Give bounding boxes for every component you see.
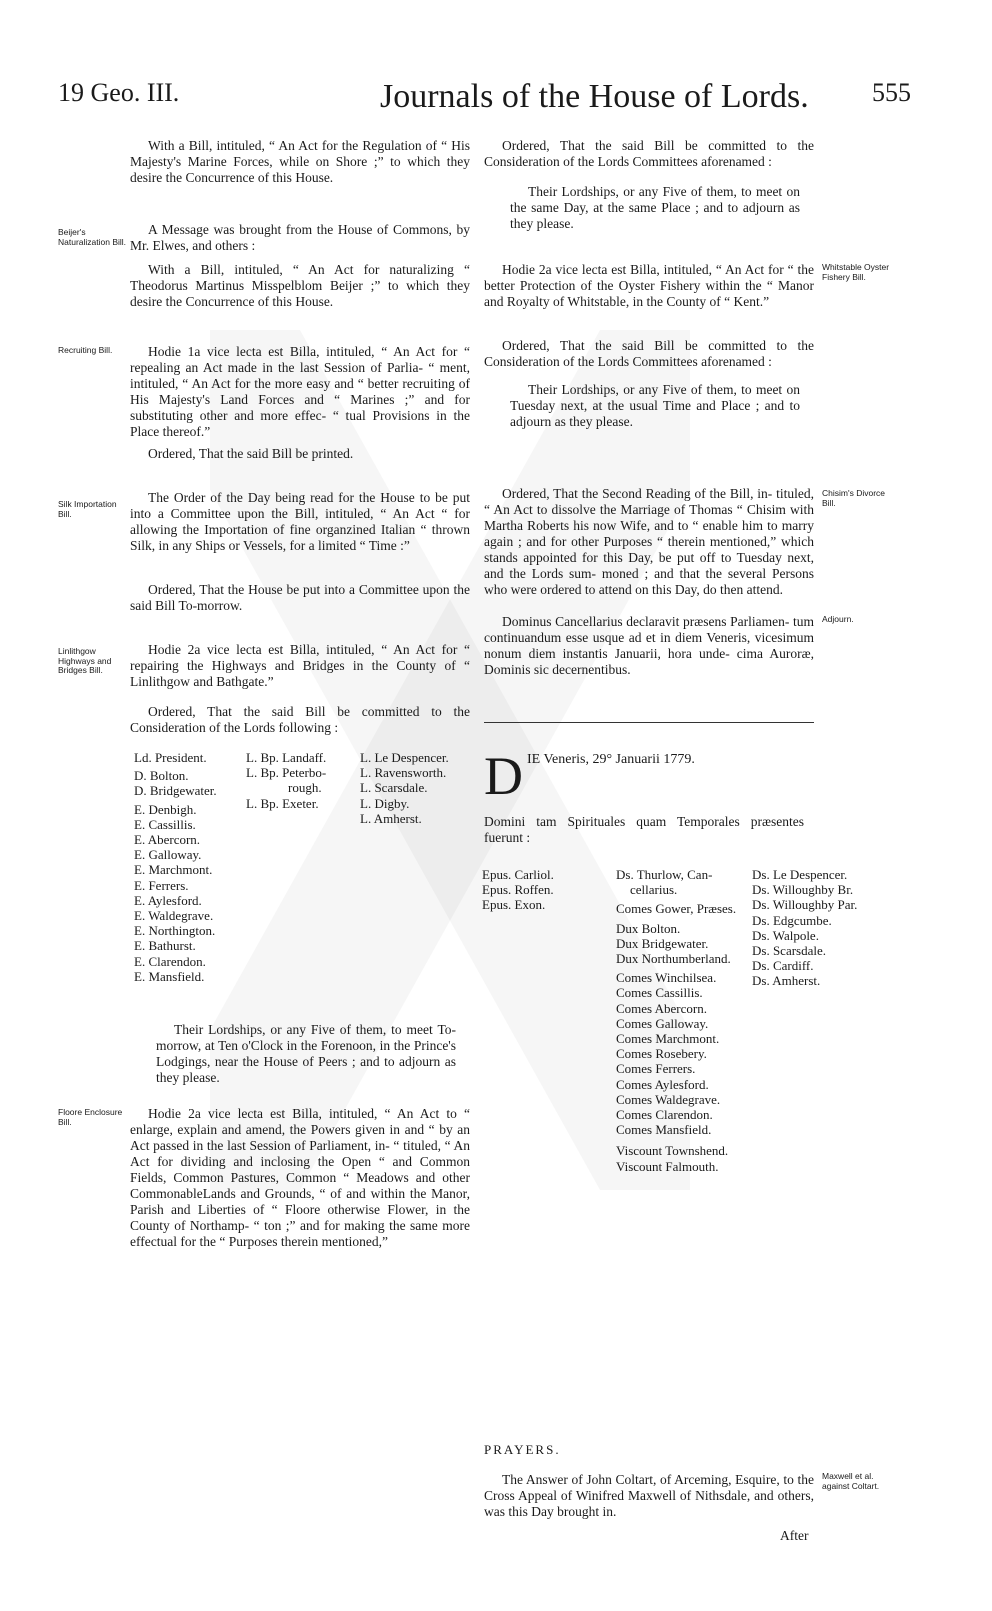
list-item: L. Bp. Exeter. <box>246 795 319 811</box>
list-item: Dux Northumberland. <box>616 951 731 967</box>
list-item: Comes Gower, Præses. <box>616 901 737 917</box>
list-item: Comes Marchmont. <box>616 1031 720 1047</box>
drop-cap: D <box>484 746 523 806</box>
right-block-whitstable <box>484 262 814 310</box>
margin-note-beijer: Beijer's Naturalization Bill. <box>58 227 127 247</box>
left-block-recruiting <box>130 344 470 440</box>
list-item: Viscount Falmouth. <box>616 1158 719 1174</box>
left-block-linlithgow <box>130 642 470 690</box>
list-item: Comes Cassillis. <box>616 985 703 1001</box>
left-block-naturalizing <box>130 262 470 310</box>
right-block-consideration-2 <box>484 338 814 370</box>
right-block-adjourn <box>484 614 814 678</box>
present-temporal-list <box>616 867 736 1174</box>
list-item: cellarius. <box>630 882 678 898</box>
list-item: Ds. Willoughby Br. <box>752 882 854 898</box>
committee-list-col3 <box>360 750 449 826</box>
paragraph-silk-bill: The Order of the Day being read for the House to be put into a Committee upon the Bill, intituled, “ An Act “ for allowing the Importation of fine organzined Italian “ thrown Silk, in any Ships or Vessels, for a limited “ Time :” <box>130 490 470 553</box>
paragraph-floore-bill: Hodie 2a vice lecta est Billa, intituled, “ An Act to “ enlarge, explain and amend, the Powers given in and “ by an Act passed in the last Session of Parliament, in- “ tituled, “ An Act for dividing and inclosing the Open “ and Common Fields, Common Pastures, Common “ Meadows and other CommonableLands and Grounds, “ of and within the Manor, Parish and Liberties of “ Floore otherwise Flower, in the County of Northamp- “ ton ;” and for making the same more effectual for the “ Purposes therein mentioned,” <box>130 1106 470 1249</box>
list-item: Comes Waldegrave. <box>616 1091 721 1107</box>
paragraph-chisim-divorce: Ordered, That the Second Reading of the Bill, in- tituled, “ An Act to dissolve the Marriage of Thomas “ Chisim with Martha Roberts his now Wife, and to “ enable him to marry again ; and for other Purposes “ therein mentioned,” which stands appointed for this Day, be put off to Tuesday next, and the Lords sum- moned ; and that the several Persons who were ordered to attend on this Day, do then attend. <box>484 486 814 597</box>
margin-note-recruiting: Recruiting Bill. <box>58 345 113 355</box>
paragraph-commons-message: A Message was brought from the House of Commons, by Mr. Elwes, and others : <box>130 222 470 253</box>
left-block-silk <box>130 490 470 554</box>
list-item: Comes Mansfield. <box>616 1122 712 1138</box>
paragraph-lordships-same-day: Their Lordships, or any Five of them, to meet on the same Day, at the same Place ; and to adjourn as they please. <box>510 184 800 231</box>
list-item: Comes Clarendon. <box>616 1107 713 1123</box>
list-item: Viscount Townshend. <box>616 1143 729 1159</box>
paragraph-ordered-committee: Ordered, That the House be put into a Committee upon the said Bill To-morrow. <box>130 582 470 613</box>
list-item: E. Ferrers. <box>134 877 189 893</box>
left-block-printed <box>130 446 470 462</box>
list-item: rough. <box>288 780 322 796</box>
paragraph-linlithgow-bill: Hodie 2a vice lecta est Billa, intituled, “ An Act for “ repairing the Highways and Bridges in the County of “ Linlithgow and Bathgate.” <box>130 642 470 689</box>
left-block-floore <box>130 1106 470 1250</box>
list-item: E. Bathurst. <box>134 938 196 954</box>
catchword: After <box>780 1528 809 1543</box>
paragraph-ordered-consideration: Ordered, That the said Bill be committed to the Consideration of the Lords following : <box>130 704 470 735</box>
list-item: L. Scarsdale. <box>360 780 428 796</box>
list-item: Ds. Scarsdale. <box>752 943 827 959</box>
paragraph-lordships-meet: Their Lordships, or any Five of them, to meet To- morrow, at Ten o'Clock in the Forenoon, in the Prince's Lodgings, near the House of Peers ; and to adjourn as they please. <box>156 1022 456 1085</box>
right-block-consideration <box>484 138 814 170</box>
list-item: Ds. Cardiff. <box>752 958 814 974</box>
list-item: E. Clarendon. <box>134 953 206 969</box>
prayers-heading: PRAYERS. <box>484 1442 561 1457</box>
margin-note-whitstable: Whitstable Oyster Fishery Bill. <box>822 262 890 282</box>
margin-note-silk: Silk Importation Bill. <box>58 499 117 519</box>
margin-note-linlithgow: Linlithgow Highways and Bridges Bill. <box>58 646 112 675</box>
left-column <box>130 138 470 186</box>
left-block-message <box>130 222 470 254</box>
list-item: E. Cassillis. <box>134 816 196 832</box>
paragraph-ordered-committee-aforenamed: Ordered, That the said Bill be committed to the Consideration of the Lords Committees aforenamed : <box>484 138 814 169</box>
list-item: Epus. Carliol. <box>482 867 554 882</box>
list-item: L. Bp. Landaff. <box>246 750 327 765</box>
list-item: Epus. Exon. <box>482 897 546 913</box>
margin-note-floore: Floore Enclosure Bill. <box>58 1107 123 1127</box>
list-item: Comes Galloway. <box>616 1015 709 1031</box>
margin-note-chisim: Chisim's Divorce Bill. <box>822 488 886 508</box>
section-divider <box>484 722 814 723</box>
list-item: L. Digby. <box>360 795 410 811</box>
list-item: Ds. Willoughby Par. <box>752 897 858 913</box>
present-bishops-list <box>482 867 554 913</box>
list-item: E. Denbigh. <box>134 801 197 817</box>
paragraph-adjournment: Dominus Cancellarius declaravit præsens Parliamen- tum continuandum esse usque ad et in diem Veneris, vicesimum nonum diem instantis Januarii, hora unde- cima Auroræ, Dominis sic decernentibus. <box>484 614 814 677</box>
list-item: L. Bp. Peterbo- <box>246 765 327 781</box>
left-block-consideration <box>130 704 470 736</box>
list-item: E. Northington. <box>134 923 216 939</box>
list-item: Ds. Thurlow, Can- <box>616 867 713 882</box>
right-block-chisim <box>484 486 814 598</box>
margin-note-maxwell: Maxwell et al. against Coltart. <box>822 1471 880 1491</box>
committee-list-col2 <box>246 750 326 811</box>
list-item: E. Aylesford. <box>134 892 202 908</box>
list-item: Dux Bolton. <box>616 920 681 936</box>
header-page-number: 555 <box>872 78 911 107</box>
list-item: E. Marchmont. <box>134 862 213 878</box>
paragraph-lordships-tuesday: Their Lordships, or any Five of them, to meet on Tuesday next, at the usual Time and Place ; and to adjourn as they please. <box>510 382 800 429</box>
right-block-meet-tuesday <box>484 382 814 430</box>
list-item: Ld. President. <box>134 750 207 765</box>
list-item: D. Bridgewater. <box>134 783 217 799</box>
list-item: L. Le Despencer. <box>360 750 449 765</box>
header-title: Journals of the House of Lords. <box>380 78 809 115</box>
list-item: L. Ravensworth. <box>360 765 447 781</box>
paragraph-coltart-answer: The Answer of John Coltart, of Arceming, Esquire, to the Cross Appeal of Winifred Maxwell of Nithsdale, and others, was this Day brought in. <box>484 1472 814 1519</box>
list-item: L. Amherst. <box>360 810 422 826</box>
list-item: Comes Abercorn. <box>616 1000 707 1016</box>
paragraph-naturalizing-bill: With a Bill, intituled, “ An Act for naturalizing “ Theodorus Martinus Misspelblom Beijer ;” to which they desire the Concurrence of this House. <box>130 262 470 309</box>
list-item: Comes Rosebery. <box>616 1046 707 1062</box>
paragraph-recruiting-bill: Hodie 1a vice lecta est Billa, intituled, “ An Act for “ repealing an Act made in the last Session of Parlia- “ ment, intituled, “ An Act for the more easy and “ better recruiting of His Majesty's Land Forces and “ Marines ;” and for substituting other and more effec- “ tual Provisions in the Place thereof.” <box>130 344 470 439</box>
paragraph-ordered-committee-aforenamed-2: Ordered, That the said Bill be committed to the Consideration of the Lords Committees aforenamed : <box>484 338 814 369</box>
list-item: Epus. Roffen. <box>482 882 554 898</box>
right-block-coltart <box>484 1472 814 1520</box>
list-item: D. Bolton. <box>134 768 189 784</box>
list-item: Comes Winchilsea. <box>616 970 717 986</box>
list-item: Dux Bridgewater. <box>616 935 709 951</box>
list-item: Ds. Edgcumbe. <box>752 912 832 928</box>
list-item: Comes Ferrers. <box>616 1061 696 1077</box>
left-block-meet <box>130 1022 470 1086</box>
margin-note-adjourn: Adjourn. <box>822 614 854 624</box>
list-item: E. Waldegrave. <box>134 908 214 924</box>
date-heading <box>484 746 814 806</box>
list-item: E. Galloway. <box>134 847 202 863</box>
paragraph-present-intro: Domini tam Spirituales quam Temporales præsentes fuerunt : <box>484 814 804 845</box>
paragraph-marine-bill: With a Bill, intituled, “ An Act for the Regulation of “ His Majesty's Marine Forces, while on Shore ;” to which they desire the Concurrence of this House. <box>130 138 470 185</box>
list-item: E. Mansfield. <box>134 968 205 984</box>
list-item: E. Abercorn. <box>134 832 201 848</box>
present-barons-list <box>752 867 857 989</box>
list-item: Ds. Amherst. <box>752 973 821 989</box>
left-block-committee <box>130 582 470 614</box>
list-item: Comes Aylesford. <box>616 1076 709 1092</box>
list-item: Ds. Walpole. <box>752 927 819 943</box>
header-regnal-year: 19 Geo. III. <box>58 78 180 107</box>
committee-list-col1 <box>134 750 217 984</box>
right-block-meet-same <box>484 184 814 232</box>
right-block-present <box>484 814 814 846</box>
paragraph-whitstable-bill: Hodie 2a vice lecta est Billa, intituled, “ An Act for “ the better Protection of the Oyster Fishery within the “ Manor and Royalty of Whitstable, in the County of “ Kent.” <box>484 262 814 309</box>
date-text: IE Veneris, 29° Januarii 1779. <box>527 752 695 767</box>
paragraph-ordered-printed: Ordered, That the said Bill be printed. <box>148 446 354 461</box>
list-item: Ds. Le Despencer. <box>752 867 848 882</box>
